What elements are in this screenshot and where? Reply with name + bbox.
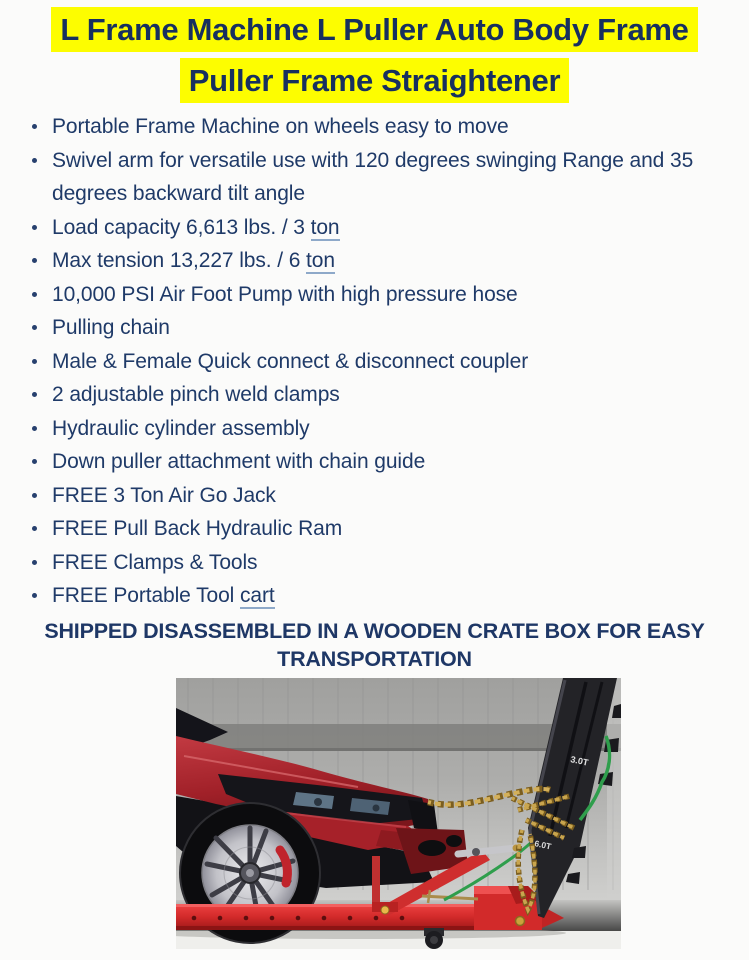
product-photo-illustration (176, 678, 621, 949)
product-title-line2: Puller Frame Straightener (180, 58, 570, 103)
tower-capacity-label-bottom: 6.0T (533, 837, 553, 851)
shipping-note (0, 617, 749, 673)
feature-item: FREE Pull Back Hydraulic Ram (52, 512, 731, 546)
feature-item: Down puller attachment with chain guide (52, 445, 731, 479)
feature-item: Male & Female Quick connect & disconnect coupler (52, 345, 731, 379)
feature-item: Load capacity 6,613 lbs. / 3 ton (52, 211, 731, 245)
feature-item: FREE Portable Tool cart (52, 579, 731, 613)
feature-item: Max tension 13,227 lbs. / 6 ton (52, 244, 731, 278)
feature-item: 2 adjustable pinch weld clamps (52, 378, 731, 412)
feature-item: Swivel arm for versatile use with 120 degrees swinging Range and 35 degrees backward tilt angle (52, 144, 731, 211)
product-title (0, 0, 749, 103)
feature-item: FREE Clamps & Tools (52, 546, 731, 580)
shipping-note-line1: SHIPPED DISASSEMBLED IN A WOODEN CRATE BOX FOR EASY (44, 618, 705, 643)
product-photo (176, 678, 621, 949)
feature-list (0, 110, 749, 613)
tower-capacity-label-top: 3.0T (569, 753, 590, 768)
feature-item: Hydraulic cylinder assembly (52, 412, 731, 446)
feature-item: Portable Frame Machine on wheels easy to move (52, 110, 731, 144)
product-title-line1: L Frame Machine L Puller Auto Body Frame (51, 7, 697, 52)
feature-item: Pulling chain (52, 311, 731, 345)
feature-item: FREE 3 Ton Air Go Jack (52, 479, 731, 513)
shipping-note-line2: TRANSPORTATION (277, 646, 472, 671)
feature-item: 10,000 PSI Air Foot Pump with high pressure hose (52, 278, 731, 312)
